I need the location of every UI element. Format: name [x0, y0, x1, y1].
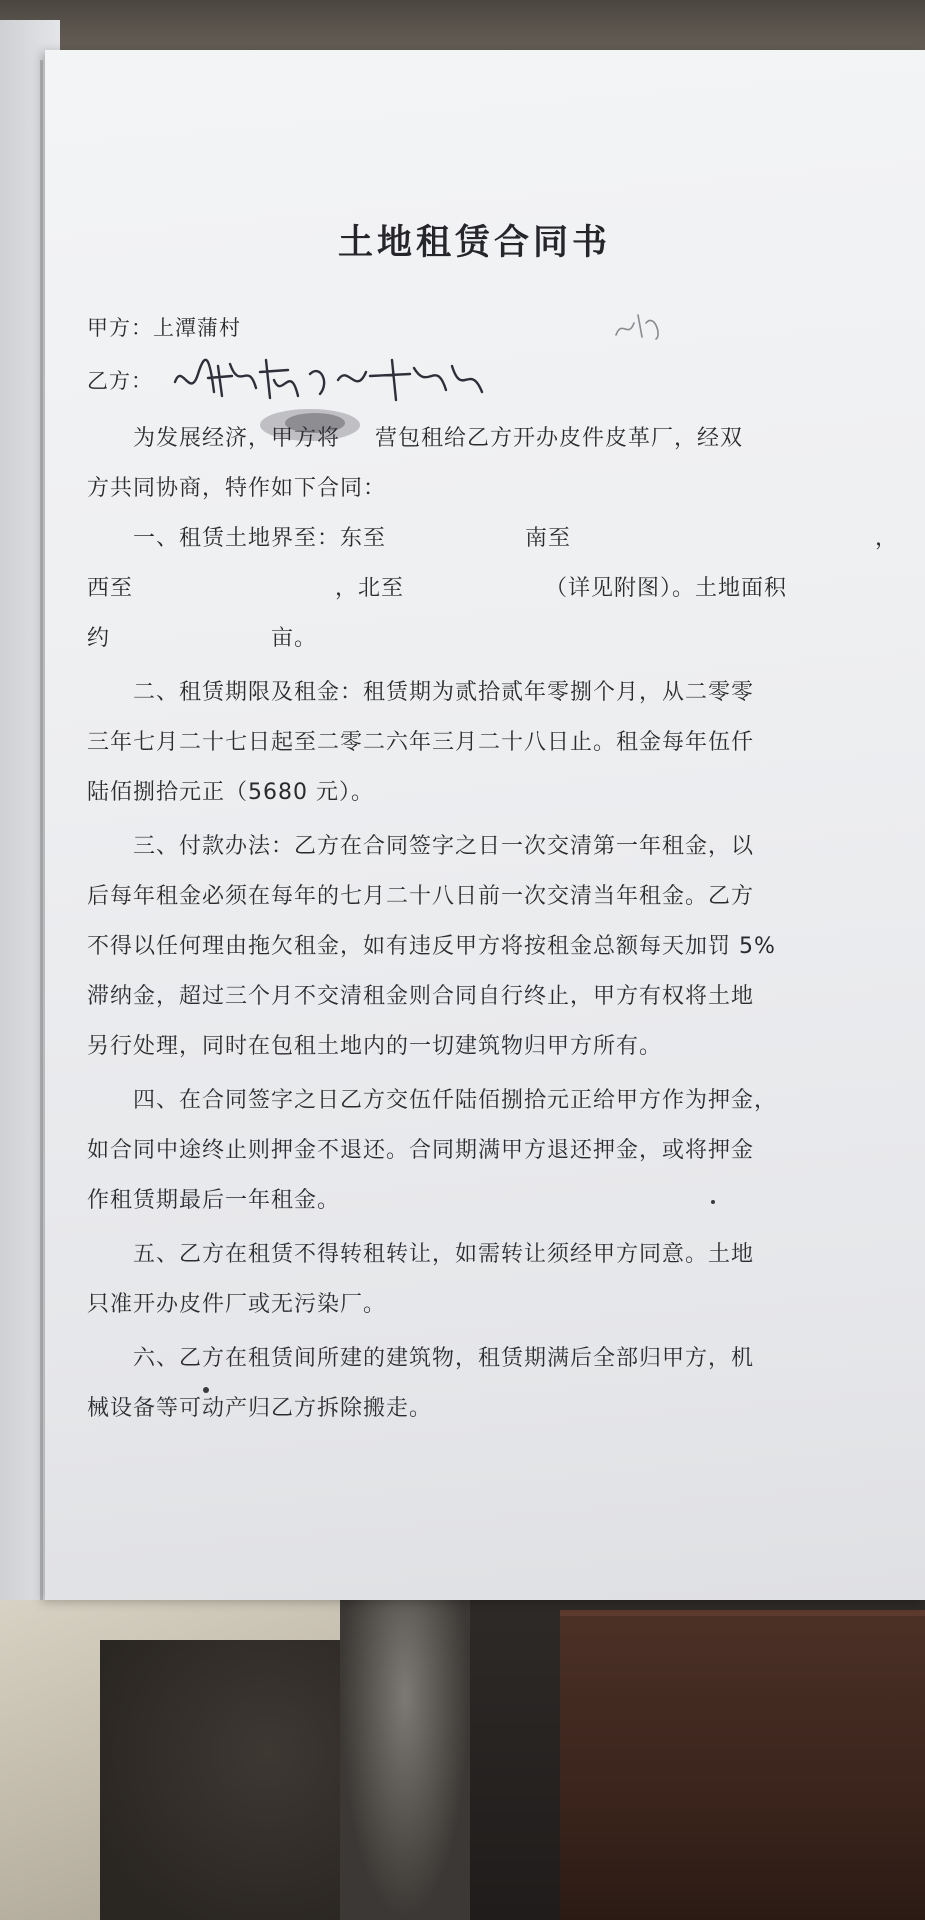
- line-intro-2: 方共同协商，特作如下合同：: [87, 476, 387, 501]
- clause-2-line-2: 三年七月二十七日起至二零二六年三月二十八日止。租金每年伍仟: [87, 730, 755, 755]
- clause-1-east: 一、租赁土地界至：东至: [133, 526, 387, 551]
- clause-6-line-2: 械设备等可动产归乙方拆除搬走。: [87, 1396, 433, 1421]
- background-object: [100, 1640, 380, 1920]
- ink-smudge: [255, 405, 375, 445]
- paper-speck: [203, 1387, 209, 1393]
- contract-title: 土地租赁合同书: [338, 223, 612, 263]
- clause-5-line-1: 五、乙方在租赁不得转租转让，如需转让须经甲方同意。土地: [133, 1242, 755, 1267]
- sheet-edge: [40, 60, 43, 1600]
- clause-3-line-2: 后每年租金必须在每年的七月二十八日前一次交清当年租金。乙方: [87, 884, 755, 909]
- clause-2-line-3: 陆佰捌拾元正（5680 元）。: [87, 780, 374, 805]
- clause-3-line-1: 三、付款办法：乙方在合同签字之日一次交清第一年租金，以: [133, 834, 755, 859]
- party-b-signature: [170, 352, 490, 406]
- clause-3-line-4: 滞纳金，超过三个月不交清租金则合同自行终止，甲方有权将土地: [87, 984, 755, 1009]
- clause-3-line-3: 不得以任何理由拖欠租金，如有违反甲方将按租金总额每天加罚 5%: [87, 934, 776, 959]
- clause-4-line-2: 如合同中途终止则押金不退还。合同期满甲方退还押金，或将押金: [87, 1138, 755, 1163]
- clause-2-line-1: 二、租赁期限及租金：租赁期为贰拾贰年零捌个月，从二零零: [133, 680, 755, 705]
- clause-6-line-1: 六、乙方在租赁间所建的建筑物，租赁期满后全部归甲方，机: [133, 1346, 755, 1371]
- clause-1-area: （详见附图）。土地面积: [545, 576, 788, 601]
- clause-4-line-1: 四、在合同签字之日乙方交伍仟陆佰捌拾元正给甲方作为押金，: [133, 1088, 778, 1113]
- line-intro-1a: 为发展经济，甲方将: [133, 426, 341, 451]
- clause-5-line-2: 只准开办皮件厂或无污染厂。: [87, 1292, 387, 1317]
- contract-sheet: [45, 50, 925, 1600]
- line-intro-1b: 营包租给乙方开办皮件皮革厂，经双: [375, 426, 744, 451]
- wooden-chair: [560, 1610, 925, 1920]
- party-b-label: 乙方：: [87, 369, 153, 393]
- party-a: 甲方：上潭蒲村: [87, 316, 241, 340]
- pencil-mark: [610, 305, 670, 345]
- clause-4-line-3: 作租赁期最后一年租金。: [87, 1188, 341, 1213]
- clause-1-mu: 亩。: [271, 626, 318, 651]
- clause-3-line-5: 另行处理，同时在包租土地内的一切建筑物归甲方所有。: [87, 1034, 663, 1059]
- paper-speck: [711, 1200, 715, 1204]
- clause-1-south: 南至: [525, 526, 572, 551]
- clause-1-north: ，北至: [335, 576, 405, 601]
- clause-1-comma: ，: [875, 526, 899, 551]
- clause-1-west: 西至: [87, 576, 134, 601]
- chair-armrest: [340, 1600, 470, 1920]
- clause-1-approx: 约: [87, 626, 111, 651]
